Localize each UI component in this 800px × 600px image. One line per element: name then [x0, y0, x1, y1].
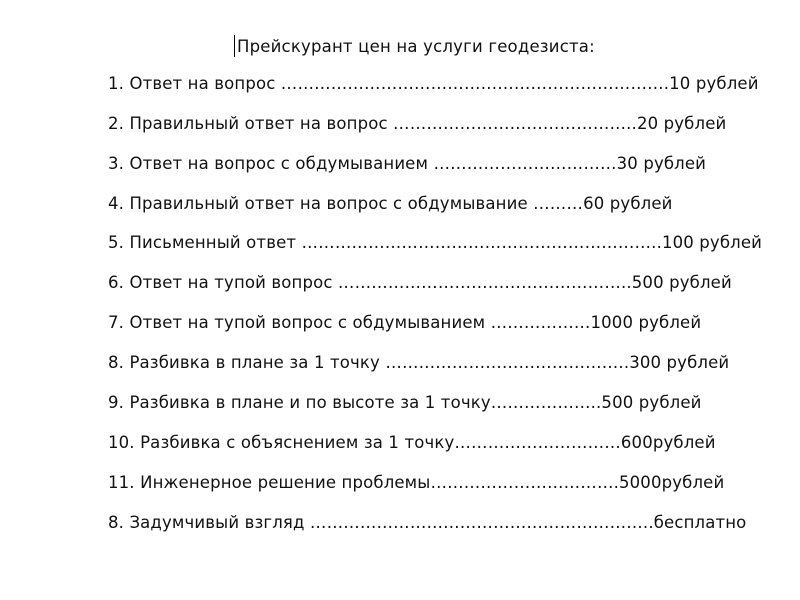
- price-item-8: 8. Разбивка в плане за 1 точку ……………………………………..300 рублей: [108, 353, 730, 372]
- price-item-9: 9. Разбивка в плане и по высоте за 1 точку………………..500 рублей: [108, 393, 702, 412]
- title-row: [234, 34, 595, 58]
- price-item-10: 10. Разбивка с объяснением за 1 точку…………………………600рублей: [108, 433, 716, 452]
- text-cursor: [234, 35, 235, 57]
- page-title: Прейскурант цен на услуги геодезиста:: [237, 36, 595, 56]
- price-item-3: 3. Ответ на вопрос с обдумыванием ……………………………30 рублей: [108, 154, 707, 173]
- price-item-12: 8. Задумчивый взгляд ……………………………………………………..бесплатно: [108, 513, 747, 532]
- price-item-2: 2. Правильный ответ на вопрос ……………………………………..20 рублей: [108, 114, 727, 133]
- price-item-4: 4. Правильный ответ на вопрос с обдумывание ………60 рублей: [108, 194, 673, 213]
- price-item-6: 6. Ответ на тупой вопрос ……………………………………………..500 рублей: [108, 273, 732, 292]
- price-item-7: 7. Ответ на тупой вопрос с обдумыванием ………………1000 рублей: [108, 313, 702, 332]
- price-item-1: 1. Ответ на вопрос …………………………………………………………….10 рублей: [108, 74, 759, 93]
- price-item-11: 11. Инженерное решение проблемы…………………………….5000рублей: [108, 473, 725, 492]
- price-item-5: 5. Письменный ответ ………………………………………………………..100 рублей: [108, 233, 763, 252]
